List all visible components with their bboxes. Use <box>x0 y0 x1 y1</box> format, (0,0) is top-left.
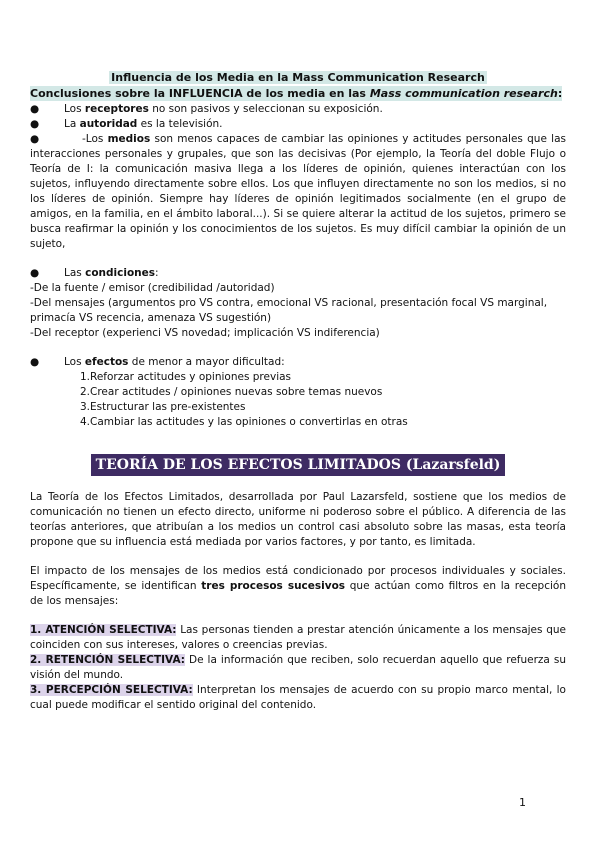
bullet-medios-paragraph: ● -Los medios son menos capaces de cambiar las opiniones y actitudes personales que las interacciones personales y grupales, que son las decisivas (Por ejemplo, la Teoría del doble Flujo o Teoría de I: la comunicación masiva llega a los líderes de opinión, quienes interactúan con los sujetos, influyendo directamente sobre ellos. Los que influyen directamente no son los medios, si no los líderes de opinión. Siempre hay líderes de opinión legitimados socialmente (en el grupo de amigos, en la familia, en el ámbito laboral...). Si se quiere alterar la actitud de los sujetos, primero se busca reafirmar la opinión y los conocimientos de los sujetos. Es muy difícil cambiar la opinión de un sujeto, <box>30 133 566 250</box>
process-label: 2. RETENCIÓN SELECTIVA: <box>30 654 185 666</box>
doc-title-row <box>30 70 566 86</box>
effect-item: 2.Crear actitudes / opiniones nuevas sobre temas nuevos <box>80 386 383 398</box>
doc-title: Influencia de los Media en la Mass Communication Research <box>111 71 485 84</box>
process-label: 1. ATENCIÓN SELECTIVA: <box>30 624 177 636</box>
effect-item: 3.Estructurar las pre-existentes <box>80 401 246 413</box>
process-label: 3. PERCEPCIÓN SELECTIVA: <box>30 684 193 696</box>
condition-line: -Del mensajes (argumentos pro VS contra, emocional VS racional, presentación focal VS marginal, primacía VS recencia, amenaza VS sugestión) <box>30 297 548 324</box>
page-number: 1 <box>519 796 526 809</box>
bullet-dot-icon: ● <box>30 103 40 115</box>
process-retention: 2. RETENCIÓN SELECTIVA: De la información que reciben, solo recuerdan aquello que refuerza su visión del mundo. <box>30 654 566 681</box>
effects-heading: ● Los efectos de menor a mayor dificultad: <box>30 356 285 368</box>
effect-item: 4.Cambiar las actitudes y las opiniones o convertirlas en otras <box>80 416 408 428</box>
bullet-dot-icon: ● <box>30 267 40 279</box>
bullet-dot-icon: ● <box>30 133 40 145</box>
bullet-autoridad: ● La autoridad es la televisión. <box>30 118 223 130</box>
process-attention: 1. ATENCIÓN SELECTIVA: Las personas tienden a prestar atención únicamente a los mensajes que coinciden con sus intereses, valores o creencias previas. <box>30 624 566 651</box>
bullet-receptores: ● Los receptores no son pasivos y seleccionan su exposición. <box>30 103 383 115</box>
section-banner <box>30 454 566 476</box>
document-page <box>30 70 566 713</box>
impact-paragraph: El impacto de los mensajes de los medios está condicionado por procesos individuales y sociales. Específicamente, se identifican tres procesos sucesivos que actúan como filtros en la recepción de los mensajes: <box>30 565 566 607</box>
bullet-dot-icon: ● <box>30 356 40 368</box>
condition-line: -De la fuente / emisor (credibilidad /autoridad) <box>30 282 275 294</box>
condition-line: -Del receptor (experienci VS novedad; implicación VS indiferencia) <box>30 327 380 339</box>
effect-item: 1.Reforzar actitudes y opiniones previas <box>80 371 292 383</box>
conditions-heading: ● Las condiciones: <box>30 267 159 279</box>
theory-intro: La Teoría de los Efectos Limitados, desarrollada por Paul Lazarsfeld, sostiene que los medios de comunicación no tienen un efecto directo, uniforme ni poderoso sobre el público. A diferencia de las teorías anteriores, que atribuían a los medios un control casi absoluto sobre las masas, esta teoría propone que su influencia está mediada por varios factores, y por tanto, es limitada. <box>30 491 566 548</box>
conclusions-heading: Conclusiones sobre la INFLUENCIA de los media en las Mass communication research: <box>30 87 563 100</box>
process-perception: 3. PERCEPCIÓN SELECTIVA: Interpretan los mensajes de acuerdo con su propio marco mental, lo cual puede modificar el sentido original del contenido. <box>30 684 566 711</box>
section-title: TEORÍA DE LOS EFECTOS LIMITADOS (Lazarsfeld) <box>91 454 506 476</box>
effects-list <box>80 370 566 430</box>
bullet-dot-icon: ● <box>30 118 40 130</box>
